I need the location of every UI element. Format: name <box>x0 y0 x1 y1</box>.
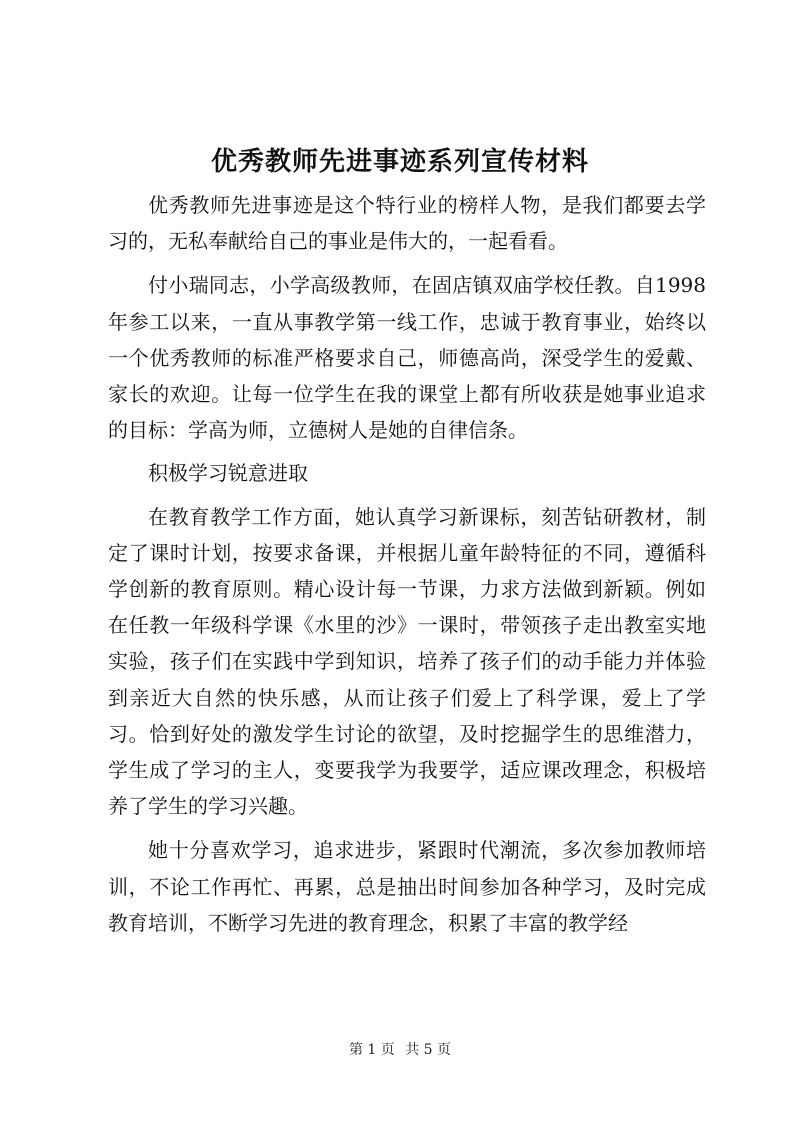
page-total: 共 5 页 <box>405 1042 452 1058</box>
paragraph-profile: 付小瑞同志，小学高级教师，在固店镇双庙学校任教。自1998年参工以来，一直从事教学第一线工作，忠诚于教育事业，始终以一个优秀教师的标准严格要求自己，师德高尚，深受学生的爱戴、家长的欢迎。让每一位学生在我的课堂上都有所收获是她事业追求的目标：学高为师，立德树人是她的自律信条。 <box>108 273 706 443</box>
page-number: 第 1 页 <box>348 1042 395 1058</box>
document-body <box>108 187 706 941</box>
paragraph-learning: 她十分喜欢学习，追求进步，紧跟时代潮流，多次参加教师培训，不论工作再忙、再累，总是抽出时间参加各种学习，及时完成教育培训，不断学习先进的教育理念，积累了丰富的教学经 <box>108 838 706 935</box>
paragraph-teaching: 在教育教学工作方面，她认真学习新课标，刻苦钻研教材，制定了课时计划，按要求备课，并根据儿童年龄特征的不同，遵循科学创新的教育原则。精心设计每一节课，力求方法做到新颖。例如在任教一年级科学课《水里的沙》一课时，带领孩子走出教室实地实验，孩子们在实践中学到知识，培养了孩子们的动手能力并体验到亲近大自然的快乐感，从而让孩子们爱上了科学课，爱上了学习。恰到好处的激发学生讨论的欲望，及时挖掘学生的思维潜力，学生成了学习的主人，变要我学为我要学，适应课改理念，积极培养了学生的学习兴趣。 <box>108 504 706 819</box>
page-footer <box>0 1040 800 1060</box>
paragraph-intro: 优秀教师先进事迹是这个特行业的榜样人物，是我们都要去学习的，无私奉献给自己的事业是伟大的，一起看看。 <box>108 193 706 254</box>
document-title: 优秀教师先进事迹系列宣传材料 <box>210 147 589 177</box>
section-heading: 积极学习锐意进取 <box>148 461 308 486</box>
